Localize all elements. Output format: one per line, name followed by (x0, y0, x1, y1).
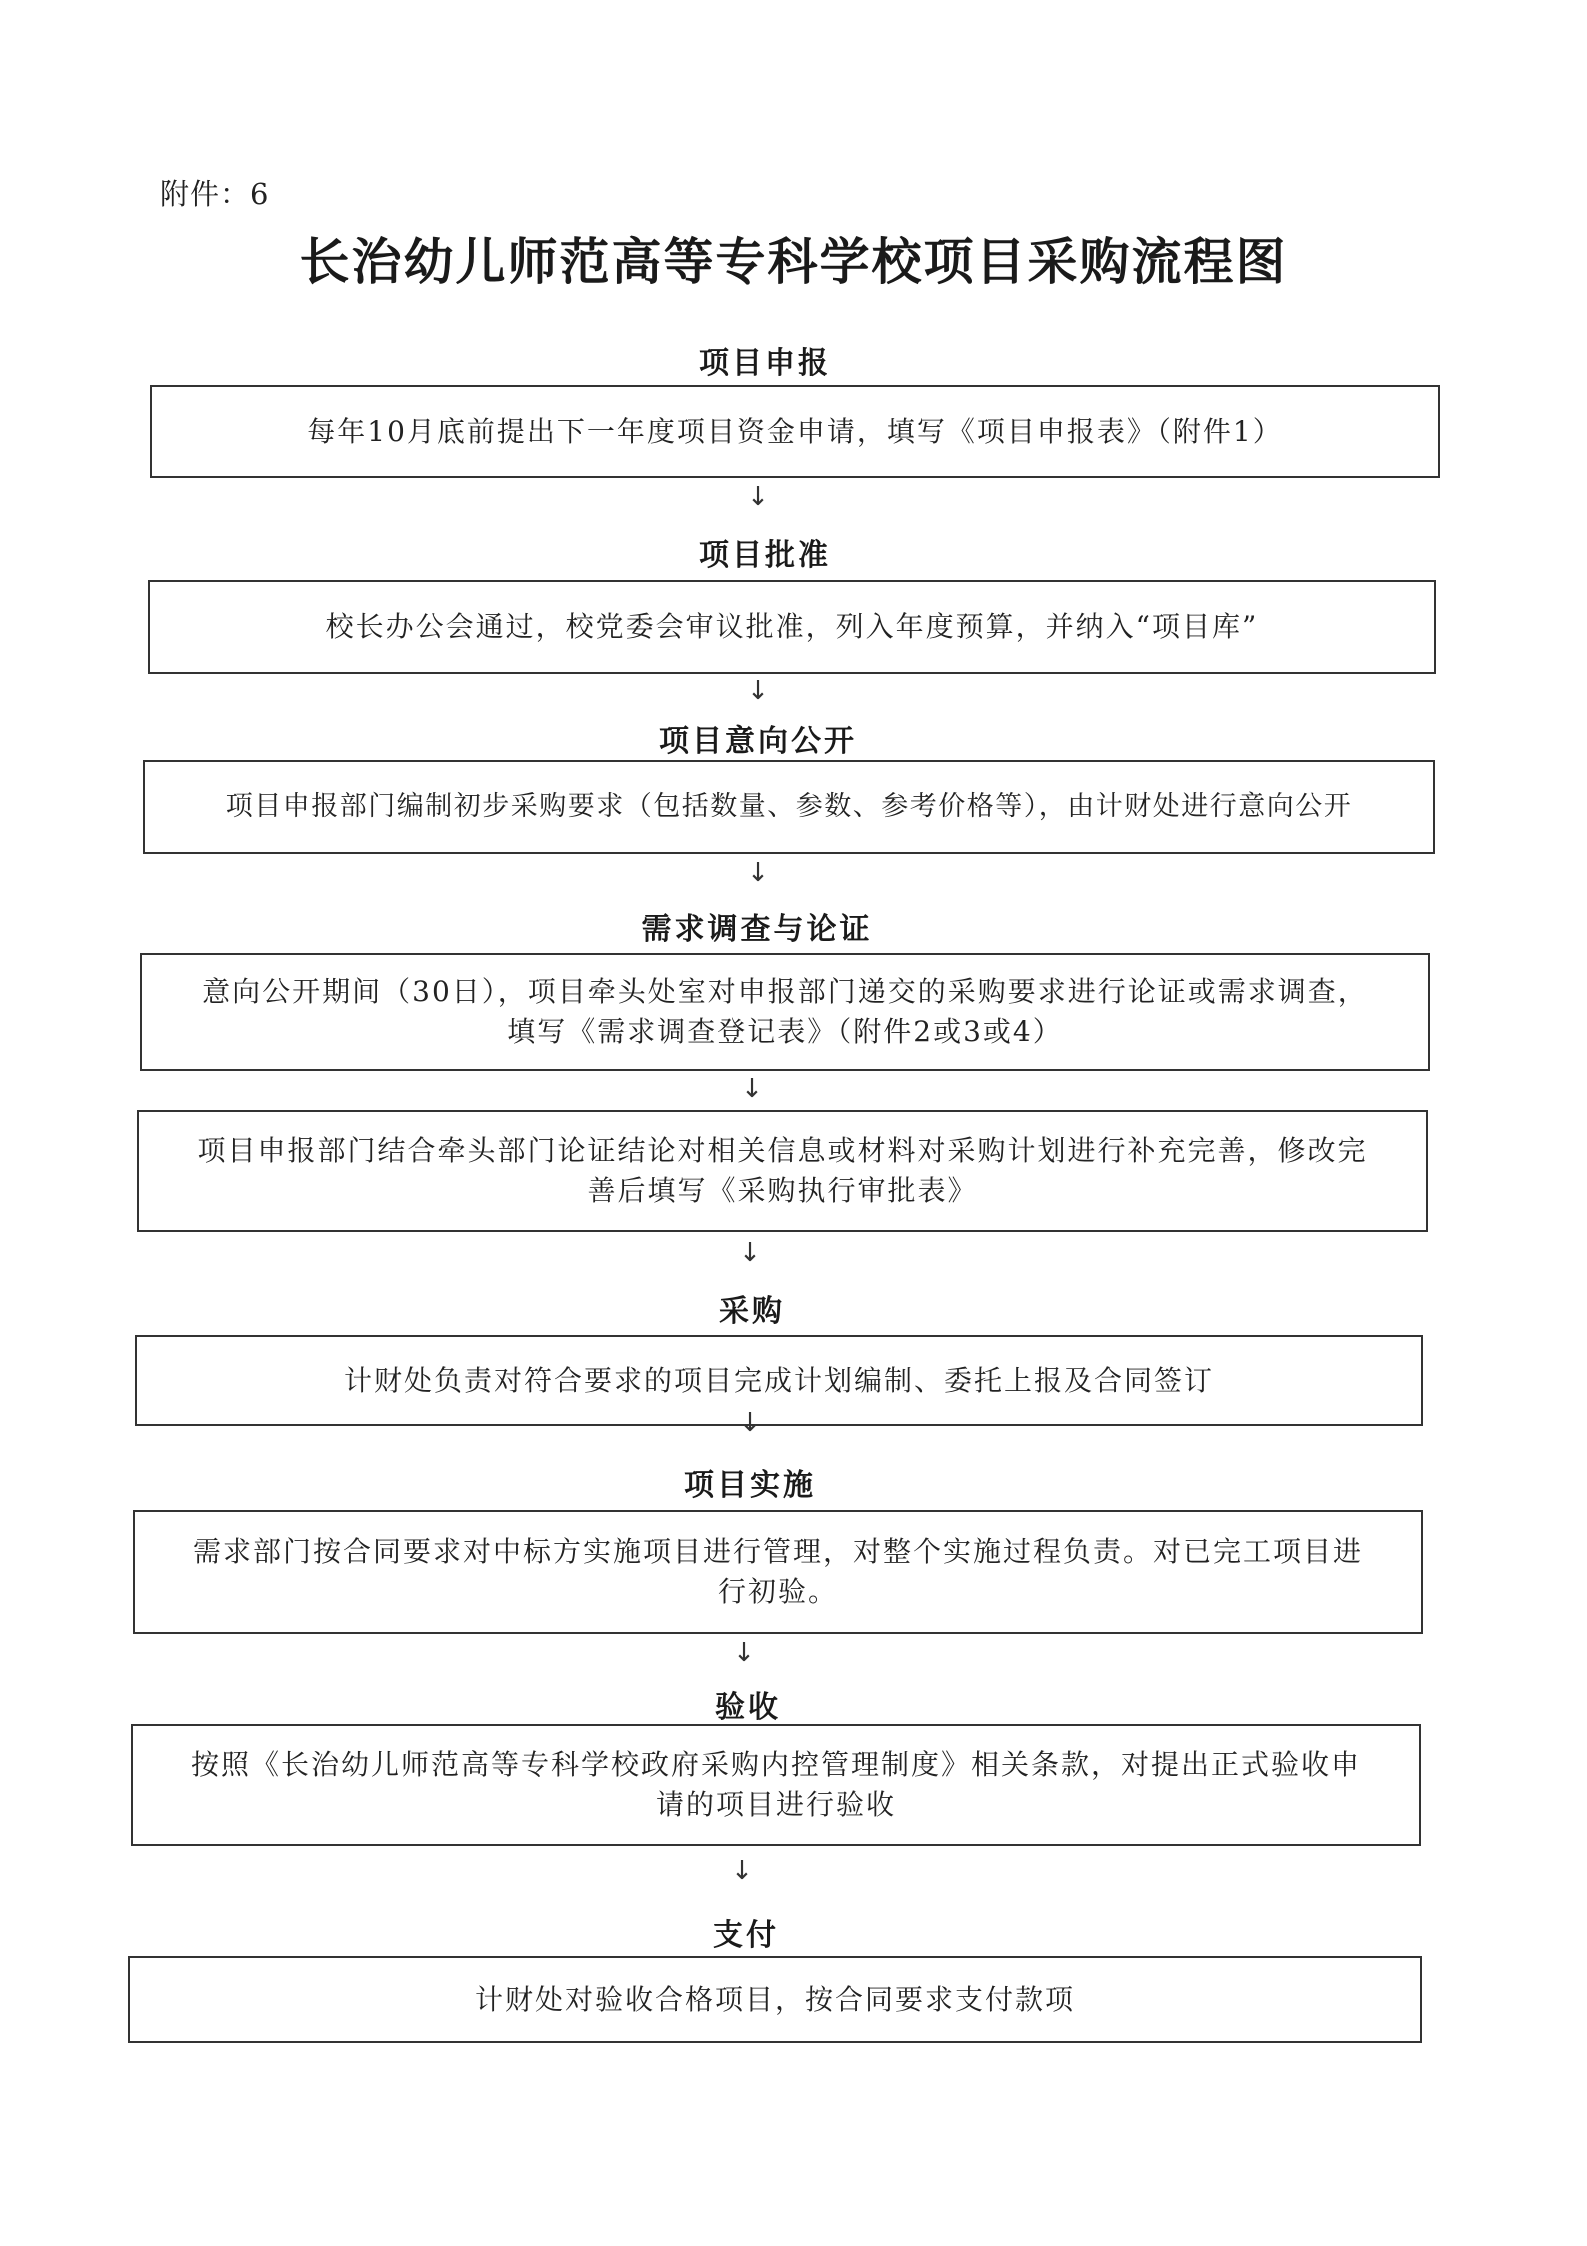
step-box-procurement (135, 1335, 1423, 1426)
step-text: 每年10月底前提出下一年度项目资金申请，填写《项目申报表》（附件1） (307, 414, 1283, 448)
step-text-line-2: 请的项目进行验收 (655, 1788, 896, 1821)
down-arrow-icon: ↓ (731, 1856, 753, 1886)
step-text: 校长办公会通过，校党委会审议批准，列入年度预算，并纳入“项目库” (325, 610, 1259, 643)
step-text: 计财处负责对符合要求的项目完成计划编制、委托上报及合同签订 (343, 1363, 1214, 1397)
page-title: 长治幼儿师范高等专科学校项目采购流程图 (299, 233, 1288, 291)
stage-label-project-application: 项目申报 (699, 346, 831, 381)
down-arrow-icon: ↓ (747, 676, 769, 706)
down-arrow-icon: ↓ (747, 482, 769, 512)
step-box-acceptance (131, 1724, 1421, 1846)
attachment-label: 附件：6 (160, 177, 270, 211)
stage-label-intention-disclosure: 项目意向公开 (659, 724, 857, 759)
stage-label-demand-survey: 需求调查与论证 (641, 912, 873, 947)
step-box-demand-survey (140, 953, 1430, 1071)
step-text-line-1: 意向公开期间（30日），项目牵头处室对申报部门递交的采购要求进行论证或需求调查， (202, 975, 1368, 1008)
step-text-line-2: 填写《需求调查登记表》（附件2或3或4） (507, 1015, 1063, 1048)
step-box-payment (128, 1956, 1422, 2043)
step-box-plan-refinement (137, 1110, 1428, 1232)
step-box-project-application (150, 385, 1440, 478)
step-text-line-1: 需求部门按合同要求对中标方实施项目进行管理，对整个实施过程负责。对已完工项目进 (192, 1535, 1363, 1568)
step-text-line-1: 项目申报部门结合牵头部门论证结论对相关信息或材料对采购计划进行补充完善，修改完 (197, 1134, 1368, 1167)
step-text-line-2: 善后填写《采购执行审批表》 (587, 1174, 978, 1207)
down-arrow-icon: ↓ (739, 1238, 761, 1268)
step-text: 计财处对验收合格项目，按合同要求支付款项 (474, 1982, 1075, 2016)
stage-label-procurement: 采购 (719, 1294, 785, 1329)
stage-label-payment: 支付 (713, 1918, 779, 1953)
down-arrow-icon: ↓ (747, 858, 769, 888)
step-box-project-approval (148, 580, 1436, 674)
step-text-line-1: 按照《长治幼儿师范高等专科学校政府采购内控管理制度》相关条款，对提出正式验收申 (190, 1748, 1361, 1781)
stage-label-implementation: 项目实施 (684, 1468, 816, 1503)
step-box-intention-disclosure (143, 760, 1435, 854)
down-arrow-icon: ↓ (733, 1638, 755, 1668)
stage-label-acceptance: 验收 (715, 1690, 781, 1725)
step-box-implementation (133, 1510, 1423, 1634)
down-arrow-icon: ↓ (739, 1408, 761, 1438)
down-arrow-icon: ↓ (741, 1074, 763, 1104)
stage-label-project-approval: 项目批准 (699, 538, 831, 573)
step-text: 项目申报部门编制初步采购要求（包括数量、参数、参考价格等），由计财处进行意向公开 (225, 791, 1353, 822)
step-text-line-2: 行初验。 (717, 1575, 838, 1608)
